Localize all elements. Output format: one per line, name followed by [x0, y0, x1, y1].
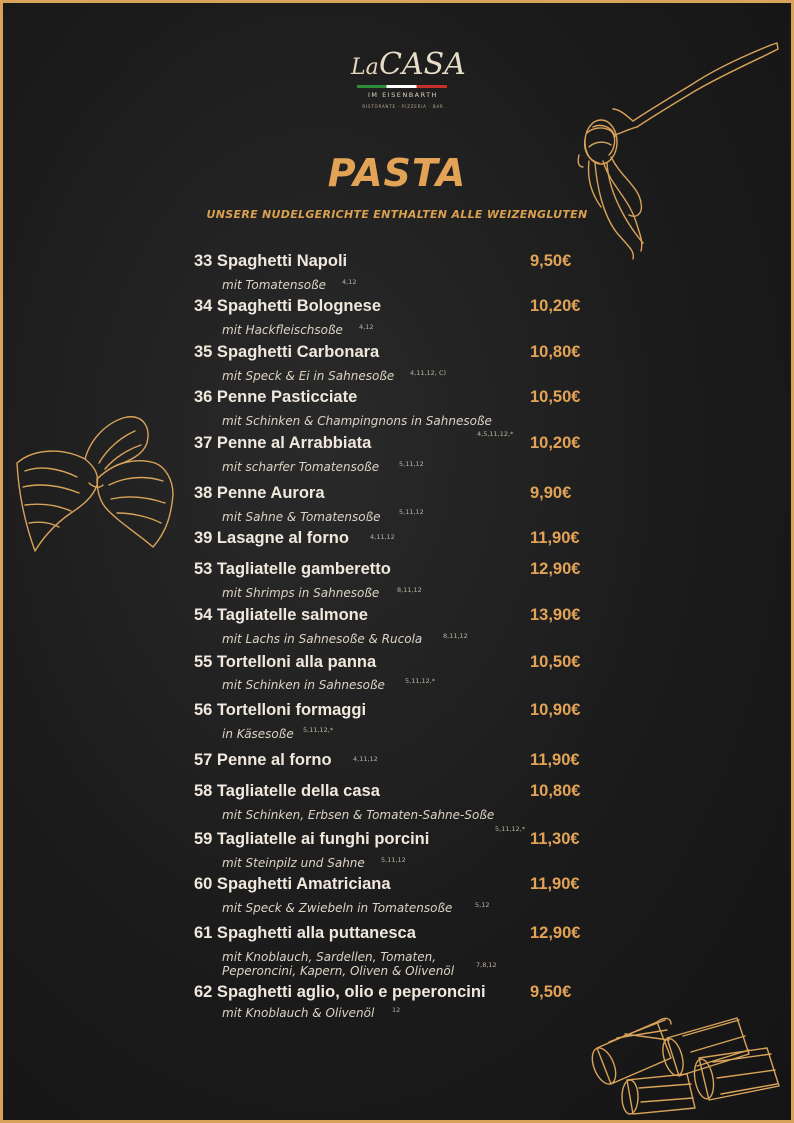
dish-price: 9,50€: [530, 983, 572, 1001]
dish-description: mit Speck & Zwiebeln in Tomatensoße: [222, 901, 453, 915]
dish-price: 13,90€: [530, 606, 581, 624]
dish-price: 10,50€: [530, 388, 581, 406]
dish-description: mit Schinken in Sahnesoße: [222, 678, 385, 692]
allergen-codes: 4,11,12: [370, 533, 395, 541]
dish-name: 60 Spaghetti Amatriciana: [194, 875, 391, 893]
allergen-codes: 8,11,12: [397, 586, 422, 594]
allergen-codes: 5,11,12,*: [405, 677, 436, 685]
dish-name: 36 Penne Pasticciate: [194, 388, 358, 406]
allergen-codes: 4,11,12: [353, 755, 378, 763]
dish-price: 12,90€: [530, 560, 581, 578]
rigatoni-pasta-icon: [587, 1008, 787, 1118]
allergen-codes: 5,12: [475, 901, 490, 909]
logo-name: CASA: [379, 47, 466, 82]
dish-description: mit Knoblauch & Olivenöl: [222, 1006, 375, 1020]
dish-name: 59 Tagliatelle ai funghi porcini: [194, 830, 430, 848]
dish-description: mit Lachs in Sahnesoße & Rucola: [222, 632, 423, 646]
allergen-codes: 5,11,12,*: [303, 726, 334, 734]
allergen-codes: 5,11,12,*: [495, 825, 526, 833]
dish-price: 12,90€: [530, 924, 581, 942]
dish-name: 39 Lasagne al forno: [194, 529, 349, 547]
dish-name: 37 Penne al Arrabbiata: [194, 434, 372, 452]
restaurant-logo: [343, 35, 466, 117]
dish-description-line2: Peperoncini, Kapern, Oliven & Olivenöl: [222, 964, 455, 978]
dish-name: 58 Tagliatelle della casa: [194, 782, 380, 800]
dish-price: 11,30€: [530, 830, 580, 848]
dish-description: mit Knoblauch, Sardellen, Tomaten,: [222, 950, 437, 964]
dish-name: 57 Penne al forno: [194, 751, 332, 769]
dish-price: 9,50€: [530, 252, 572, 270]
dish-name: 56 Tortelloni formaggi: [194, 701, 367, 719]
allergen-codes: 4,12: [342, 278, 357, 286]
dish-price: 10,50€: [530, 653, 581, 671]
dish-description: in Käsesoße: [222, 727, 294, 741]
dish-description: mit scharfer Tomatensoße: [222, 460, 380, 474]
dish-description: mit Hackfleischsoße: [222, 323, 343, 337]
allergen-codes: 5,11,12: [399, 508, 424, 516]
allergen-codes: 5,11,12: [381, 856, 406, 864]
dish-name: 53 Tagliatelle gamberetto: [194, 560, 391, 578]
logo-subtitle: IM EISENBARTH: [367, 91, 439, 99]
allergen-codes: 4,11,12, C): [410, 369, 447, 377]
dish-name: 33 Spaghetti Napoli: [194, 252, 348, 270]
allergen-codes: 12: [392, 1006, 401, 1014]
dish-price: 10,90€: [530, 701, 581, 719]
dish-description: mit Shrimps in Sahnesoße: [222, 586, 380, 600]
dish-name: 62 Spaghetti aglio, olio e peperoncini: [194, 983, 486, 1001]
allergen-codes: 7,8,12: [476, 961, 497, 969]
logo-tagline: RISTORANTE · PIZZERIA · BAR: [362, 104, 444, 109]
section-title: PASTA: [327, 151, 467, 195]
section-subtitle: UNSERE NUDELGERICHTE ENTHALTEN ALLE WEIZENGLUTEN: [206, 208, 588, 221]
dish-description: mit Speck & Ei in Sahnesoße: [222, 369, 395, 383]
dish-description: mit Schinken & Champingnons in Sahnesoße: [222, 414, 492, 428]
dish-price: 10,80€: [530, 343, 581, 361]
dish-name: 38 Penne Aurora: [194, 484, 325, 502]
dish-description: mit Sahne & Tomatensoße: [222, 510, 381, 524]
allergen-codes: 8,11,12: [443, 632, 468, 640]
dish-description: mit Steinpilz und Sahne: [222, 856, 365, 870]
dish-name: 35 Spaghetti Carbonara: [194, 343, 380, 361]
dish-description: mit Tomatensoße: [222, 278, 327, 292]
dish-name: 54 Tagliatelle salmone: [194, 606, 368, 624]
dish-name: 34 Spaghetti Bolognese: [194, 297, 382, 315]
dish-price: 9,90€: [530, 484, 572, 502]
allergen-codes: 5,11,12: [399, 460, 424, 468]
dish-name: 61 Spaghetti alla puttanesca: [194, 924, 416, 942]
dish-description: mit Schinken, Erbsen & Tomaten-Sahne-Soße: [222, 808, 495, 822]
logo-script: La: [351, 55, 379, 80]
dish-price: 11,90€: [530, 875, 580, 893]
dish-name: 55 Tortelloni alla panna: [194, 653, 377, 671]
allergen-codes: 4,5,11,12,*: [477, 430, 514, 438]
dish-price: 10,20€: [530, 297, 581, 315]
allergen-codes: 4,12: [359, 323, 374, 331]
dish-price: 11,90€: [530, 529, 580, 547]
italian-flag-stripe: [357, 85, 447, 88]
dish-price: 10,80€: [530, 782, 581, 800]
dish-price: 10,20€: [530, 434, 581, 452]
dish-price: 11,90€: [530, 751, 580, 769]
farfalle-pasta-icon: [13, 413, 183, 563]
